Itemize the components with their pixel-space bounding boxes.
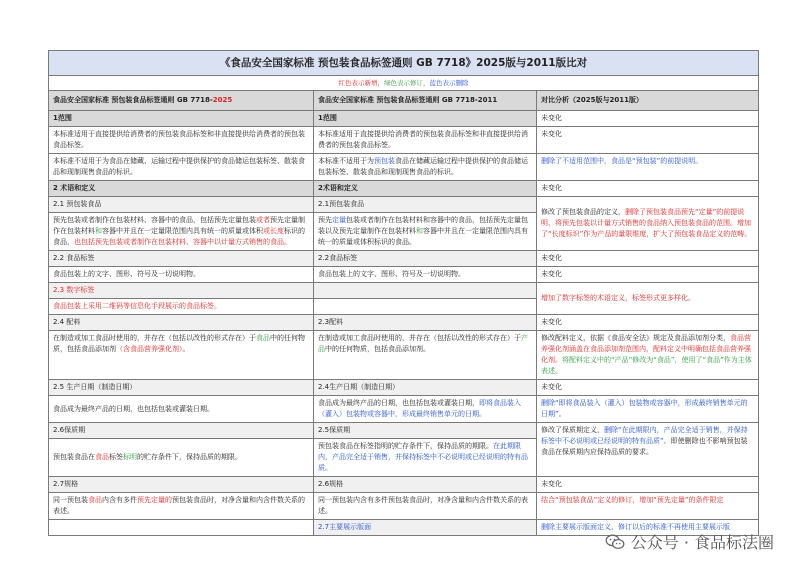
cell-analysis: 删除主要展示版面定义，修订以后的标准不再使用主要展示版 xyxy=(537,520,759,536)
table-row xyxy=(49,283,759,299)
cell-2025: 本标准不适用于为食品在储藏、运输过程中提供保护的食品储运包装标签、散装食品和现制现售食品的标识。 xyxy=(49,154,314,181)
watermark xyxy=(605,530,774,553)
cell-2011 xyxy=(314,283,537,299)
cell-2011 xyxy=(314,439,537,477)
cell-2025: 食品包装上的文字、图形、符号及一切说明物。 xyxy=(49,267,314,283)
cell-2025: 2 术语和定义 xyxy=(49,181,314,197)
table-row xyxy=(49,331,759,380)
cell-2011: 2.1预包装食品 xyxy=(314,197,537,213)
cell-2011: 食品包装上的文字、图形、符号及一切说明物。 xyxy=(314,267,537,283)
text-revised: 和 xyxy=(416,227,423,235)
table-row xyxy=(49,154,759,181)
cell-analysis: 未变化 xyxy=(537,380,759,396)
legend-green: 绿色表示修订， xyxy=(384,79,430,87)
cell-analysis: 未变化 xyxy=(537,181,759,197)
text-added: 预先定量的 xyxy=(137,496,172,504)
text-added: （含食品营养强化剂） xyxy=(116,345,183,353)
text-segment: 预先定量制作在包装材料 xyxy=(53,216,305,235)
cell-analysis: 未变化 xyxy=(537,127,759,154)
header-2025 xyxy=(49,91,314,111)
cell-2011: 2.4生产日期（制造日期） xyxy=(314,380,537,396)
cell-2025: 本标准适用于直接提供给消费者的预包装食品标签和非直接提供给消费者的预包装食品标签。 xyxy=(49,127,314,154)
text-revised: 将配料定义中的“产品”修改为“食品”，使用了“食品”作为主体表述。 xyxy=(541,356,752,375)
text-revised: 和 xyxy=(95,227,102,235)
comparison-sheet xyxy=(48,50,758,536)
text-deleted: 预包装 xyxy=(374,157,395,165)
text-added: 食品 xyxy=(88,496,102,504)
table-row xyxy=(49,423,759,439)
cell-analysis: 未变化 xyxy=(537,267,759,283)
text-deleted: 删除“在此期限内，产品完全适于销售，并保持标签中不必说明或已经说明的特有品质”。 xyxy=(541,426,748,445)
text-added: 配料定义中明确包括食品营养强化剂。 xyxy=(541,345,751,364)
cell-2011: 2.3配料 xyxy=(314,315,537,331)
text-segment: 中的任何物质，包括食品添加剂。 xyxy=(325,345,430,353)
cell-analysis: 未变化 xyxy=(537,251,759,267)
cell-2025 xyxy=(49,331,314,380)
table-title: 《食品安全国家标准 预包装食品标签通则 GB 7718》2025版与2011版比对 xyxy=(49,51,759,76)
table-row xyxy=(49,267,759,283)
text-segment: 修改配料定义，依据《食品安全法》规定及食品添加剂分类， xyxy=(541,334,730,342)
cell-2025: 2.1 预包装食品 xyxy=(49,197,314,213)
cell-2025: 2.3 数字标签 xyxy=(49,283,314,299)
text-segment: 容器中并且在一定量限范围内具有统一的质量或体积标识的食品。 xyxy=(318,227,528,246)
text-segment: 预先 xyxy=(318,216,332,224)
table-row xyxy=(49,127,759,154)
text-segment: 在制造或加工食品时使用的，并存在（包括以改性的形式存在）于 xyxy=(318,334,521,342)
text-added: 或长度 xyxy=(263,227,284,235)
header-analysis: 对比分析（2025版与2011版） xyxy=(537,91,759,111)
table-row xyxy=(49,251,759,267)
cell-2011: 同一预包装内含有多件预包装食品时，对净含量和内含件数关系的表述。 xyxy=(314,493,537,520)
table-row xyxy=(49,380,759,396)
table-row xyxy=(49,181,759,197)
cell-2025 xyxy=(49,493,314,520)
cell-2025: 2.5 生产日期（制造日期） xyxy=(49,380,314,396)
watermark-text: 公众号 · 食品标法圈 xyxy=(630,533,774,552)
text-segment: 的贮存条件下，保持品质的期限。 xyxy=(137,453,242,461)
cell-analysis: 未变化 xyxy=(537,111,759,127)
cell-2011: 2.5保质期 xyxy=(314,423,537,439)
text-added: 食品营养强化剂涵盖在食品添加剂范围内， xyxy=(541,334,751,353)
text-added: 食品 xyxy=(95,453,109,461)
cell-analysis: 增加了数字标签的术语定义，标签形式更多样化。 xyxy=(537,283,759,315)
text-segment: 标识的食品， xyxy=(53,227,305,246)
header-row xyxy=(49,91,759,111)
text-revised: 食品 xyxy=(256,334,270,342)
table-row xyxy=(49,477,759,493)
text-segment: 中的任何物质，包括食品添加剂 xyxy=(53,334,305,353)
cell-analysis: 未变化 xyxy=(537,315,759,331)
cell-2025: 2.4 配料 xyxy=(49,315,314,331)
cell-2011: 1范围 xyxy=(314,111,537,127)
cell-2025: 2.7规格 xyxy=(49,477,314,493)
text-added: 删除了预包装食品预先“定量”的前提说明，将预先包装以计量方式销售的食品纳入预包装食品的范围。增加了“长度标识”作为产品的量限维度，扩大了预包装食品定义的范畴。 xyxy=(541,208,752,238)
cell-2011: 2.6规格 xyxy=(314,477,537,493)
text-segment: 同一预包装 xyxy=(53,496,88,504)
table-row xyxy=(49,315,759,331)
cell-2025: 食品成为最终产品的日期，也包括包装或灌装日期。 xyxy=(49,396,314,423)
cell-2025 xyxy=(49,439,314,477)
cell-2011 xyxy=(314,154,537,181)
text-deleted: 即将食品装入（灌入）包装物或容器中，形成最终销售单元的日期。 xyxy=(318,399,521,418)
cell-analysis: 未变化 xyxy=(537,477,759,493)
text-segment: 预包装食品时，对净含量和内含件数关系的表述。 xyxy=(53,496,305,515)
text-segment: 修改了保质期定义， xyxy=(541,426,604,434)
text-segment: 修改了预包装食品的定义， xyxy=(541,208,625,216)
cell-2025 xyxy=(49,213,314,251)
text-deleted: 在此期限内，产品完全适于销售，并保持标签中不必说明或已经说明的特有品质。 xyxy=(318,442,528,472)
text-segment: 在制造或加工食品时使用的，并存在（包括以改性的形式存在）于 xyxy=(53,334,256,342)
header-2011: 食品安全国家标准 预包装食品标签通则 GB 7718-2011 xyxy=(314,91,537,111)
cell-analysis xyxy=(537,331,759,380)
cell-2025: 2.2 食品标签 xyxy=(49,251,314,267)
legend-red: 红色表示新增， xyxy=(338,79,384,87)
table-row xyxy=(49,197,759,213)
cell-2011 xyxy=(314,396,537,423)
text-segment: 。 xyxy=(182,345,190,353)
title-row xyxy=(49,51,759,76)
table-row xyxy=(49,493,759,520)
text-segment: 包装或者制作在包装材料和容器中的食品，包括预先定量包装以及预先定量制作在包装材料 xyxy=(318,216,528,235)
text-segment: 内含有多件 xyxy=(102,496,137,504)
cell-2025: 2.6保质期 xyxy=(49,423,314,439)
cell-analysis xyxy=(537,423,759,477)
text-segment: 容器中并且在一定量限范围内具有统一的质量或体积 xyxy=(102,227,263,235)
cell-2011 xyxy=(314,331,537,380)
cell-analysis xyxy=(537,197,759,251)
cell-2011: 2.7主要展示版面 xyxy=(314,520,537,536)
cell-2011 xyxy=(314,299,537,315)
text-segment: 食品成为最终产品的日期，也包括包装或灌装日期， xyxy=(318,399,479,407)
cell-2011: 2.2食品标签 xyxy=(314,251,537,267)
legend-row xyxy=(49,76,759,91)
text-added: 也包括预先包装或者制作在包装材料、容器中以计量方式销售的食品。 xyxy=(74,238,291,246)
cell-analysis: 删除“即将食品装入（灌入）包装物或容器中，形成最终销售单元的日期”。 xyxy=(537,396,759,423)
cell-2011: 2术语和定义 xyxy=(314,181,537,197)
text-segment: 预包装食品在标签指明的贮存条件下，保持品质的期限。 xyxy=(318,442,493,450)
text-segment: 预包装食品在 xyxy=(53,453,95,461)
header-2025-year: 2025 xyxy=(212,96,233,104)
cell-2025 xyxy=(49,520,314,536)
cell-analysis: 删除了不适用范围中，食品是“预包装”的前提说明。 xyxy=(537,154,759,181)
text-revised: 标明 xyxy=(123,453,137,461)
text-segment: 本标准不适用于为 xyxy=(318,157,374,165)
cell-2011: 本标准适用于直接提供给消费者的预包装食品标签和非直接提供给消费者的预包装食品标签。 xyxy=(314,127,537,154)
text-added: 或者 xyxy=(256,216,270,224)
legend-blue: 蓝色表示删除 xyxy=(429,79,469,87)
text-segment: 即使删除也不影响预包装食品在保质期内应保持品质的要求。 xyxy=(541,437,748,456)
text-deleted: 定量 xyxy=(332,216,346,224)
text-segment: 预先包装或者制作在包装材料、容器中的食品，包括预先定量包装 xyxy=(53,216,256,224)
color-legend xyxy=(49,76,759,91)
text-segment: 食品在储藏运输过程中提供保护的食品储运包装标签、散装食品和现制现售食品的标识。 xyxy=(318,157,528,176)
cell-2025: 食品包装上采用二维码等信息化手段展示的食品标签。 xyxy=(49,299,314,315)
table-row xyxy=(49,111,759,127)
header-2025-prefix: 食品安全国家标准 预包装食品标签通则 GB 7718- xyxy=(53,96,213,104)
cell-2025: 1范围 xyxy=(49,111,314,127)
wechat-icon xyxy=(605,534,625,550)
comparison-table xyxy=(48,50,759,536)
text-segment: 标签 xyxy=(109,453,123,461)
cell-2011 xyxy=(314,213,537,251)
table-row xyxy=(49,396,759,423)
text-revised: 产品 xyxy=(318,334,528,353)
cell-analysis: 结合“预包装食品”定义的修订，增加“预先定量”的条件限定 xyxy=(537,493,759,520)
